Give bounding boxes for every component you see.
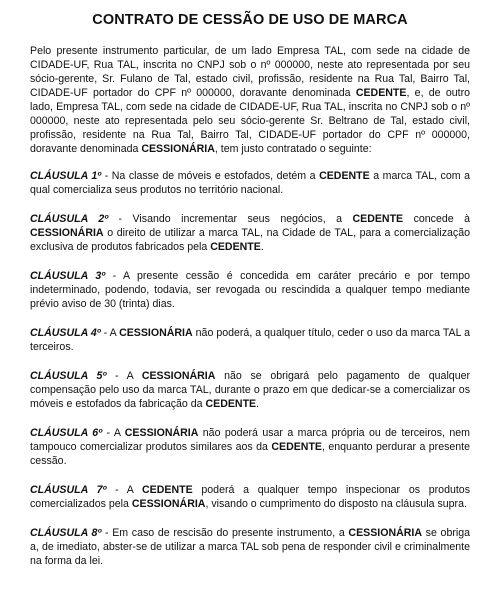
clause-2-text-1: - Visando incrementar seus negócios, a xyxy=(108,213,353,225)
clause-4-text-2: não poderá, a qualquer título, ceder o uso da marca TAL a terceiros. xyxy=(30,327,470,353)
clause-7-text-2: poderá a qualquer tempo inspecionar os produtos comercializados pela xyxy=(30,484,470,510)
clause-2-cessionaria: CESSIONÁRIA xyxy=(30,227,104,239)
clause-3-text-1: - A presente cessão é concedida em caráter precário e por tempo indeterminado, podendo, todavia, ser revogada ou rescindida a qualquer tempo mediante prévio aviso de 30 (trinta) dias. xyxy=(30,270,470,310)
clause-1-cedente: CEDENTE xyxy=(319,170,370,182)
clause-7-label: CLÁUSULA 7º xyxy=(30,484,107,496)
clause-4-text-1: - A xyxy=(100,327,120,339)
clause-4 xyxy=(30,326,470,354)
intro-paragraph xyxy=(30,44,470,156)
intro-text-2: , e, de outro lado, Empresa TAL, com sede na cidade de CIDADE-UF, Rua TAL, inscrita no CNPJ sob o nº 000000, neste ato representada pelo seu sócio-gerente Sr. Beltrano de Tal, estado civil, profissão, residente na Rua Tal, Bairro Tal, CIDADE-UF portador do CPF nº 000000, doravante denominada xyxy=(30,87,470,155)
clause-2 xyxy=(30,212,470,254)
clause-3-label: CLÁUSULA 3º xyxy=(30,270,106,282)
clause-2-text-4: . xyxy=(260,241,264,253)
clause-5-label: CLÁUSULA 5º xyxy=(30,370,107,382)
clause-5-text-1: - A xyxy=(106,370,142,382)
clause-1 xyxy=(30,169,470,197)
clause-5-cedente: CEDENTE xyxy=(205,398,257,410)
clause-6-text-3: , enquanto perdurar a presente cessão. xyxy=(30,441,470,467)
clause-6-text-1: - A xyxy=(102,427,125,439)
clause-5-text-2: não se obrigará pelo pagamento de qualquer compensação pelo uso da marca TAL, durante o prazo em que dedicar-se a comercializar os móveis e estofados da fabricação da xyxy=(30,370,471,410)
clause-2-label: CLÁUSULA 2º xyxy=(30,213,109,225)
clause-7-text-1: - A xyxy=(106,484,143,496)
clause-7-text-3: , visando o cumprimento do disposto na cláusula supra. xyxy=(205,498,467,510)
intro-text-3: , tem justo contratado o seguinte: xyxy=(214,143,372,155)
clause-8-label: CLÁUSULA 8º xyxy=(30,527,102,539)
clause-8 xyxy=(30,526,470,568)
clause-6 xyxy=(30,426,470,468)
intro-cedente: CEDENTE xyxy=(355,87,407,99)
clause-4-cessionaria: CESSIONÁRIA xyxy=(119,327,193,339)
clause-1-text-1: - Na classe de móveis e estofados, detém a xyxy=(101,170,320,182)
clause-3 xyxy=(30,269,470,311)
clause-1-label: CLÁUSULA 1º xyxy=(30,170,102,182)
document-title: CONTRATO DE CESSÃO DE USO DE MARCA xyxy=(92,12,408,28)
clause-6-label: CLÁUSULA 6º xyxy=(30,427,103,439)
clause-2-text-3: o direito de utilizar a marca TAL, na Cidade de TAL, para a comercialização exclusiva de produtos fabricados pela xyxy=(30,227,470,253)
clause-7-cessionaria: CESSIONÁRIA xyxy=(131,498,206,510)
clause-8-cessionaria: CESSIONÁRIA xyxy=(348,527,422,539)
clause-7 xyxy=(30,483,470,511)
clause-2-cedente-2: CEDENTE xyxy=(210,241,261,253)
clause-7-cedente: CEDENTE xyxy=(142,484,193,496)
clause-4-label: CLÁUSULA 4º xyxy=(30,327,101,339)
clause-8-text-1: - Em caso de rescisão do presente instrumento, a xyxy=(101,527,349,539)
clause-6-text-2: não poderá usar a marca própria ou de terceiros, nem tampouco comercializar produtos similares aos da xyxy=(30,427,470,453)
clause-8-text-2: se obriga a, de imediato, abster-se de utilizar a marca TAL sob pena de responder civil e criminalmente na forma da lei. xyxy=(30,527,471,567)
intro-cessionaria: CESSIONÁRIA xyxy=(141,143,215,155)
clause-2-cedente: CEDENTE xyxy=(352,213,404,225)
clause-1-text-2: a marca TAL, com a qual comercializa seus produtos no território nacional. xyxy=(30,170,471,196)
clause-5-cessionaria: CESSIONÁRIA xyxy=(141,370,216,382)
clause-5 xyxy=(30,369,470,411)
clause-2-text-2: concede à xyxy=(403,213,470,225)
clause-6-cedente: CEDENTE xyxy=(271,441,322,453)
intro-text-1: Pelo presente instrumento particular, de um lado Empresa TAL, com sede na cidade de CIDADE-UF, Rua TAL, inscrita no CNPJ sob o nº 000000, neste ato representada por seu sócio-gerente, Sr. Fulano de Tal, estado civil, profissão, residente na Rua Tal, Bairro Tal, CIDADE-UF portador do CPF nº 000000, doravante denominada xyxy=(30,45,470,99)
clause-6-cessionaria: CESSIONÁRIA xyxy=(124,427,199,439)
clause-5-text-3: . xyxy=(256,398,260,410)
